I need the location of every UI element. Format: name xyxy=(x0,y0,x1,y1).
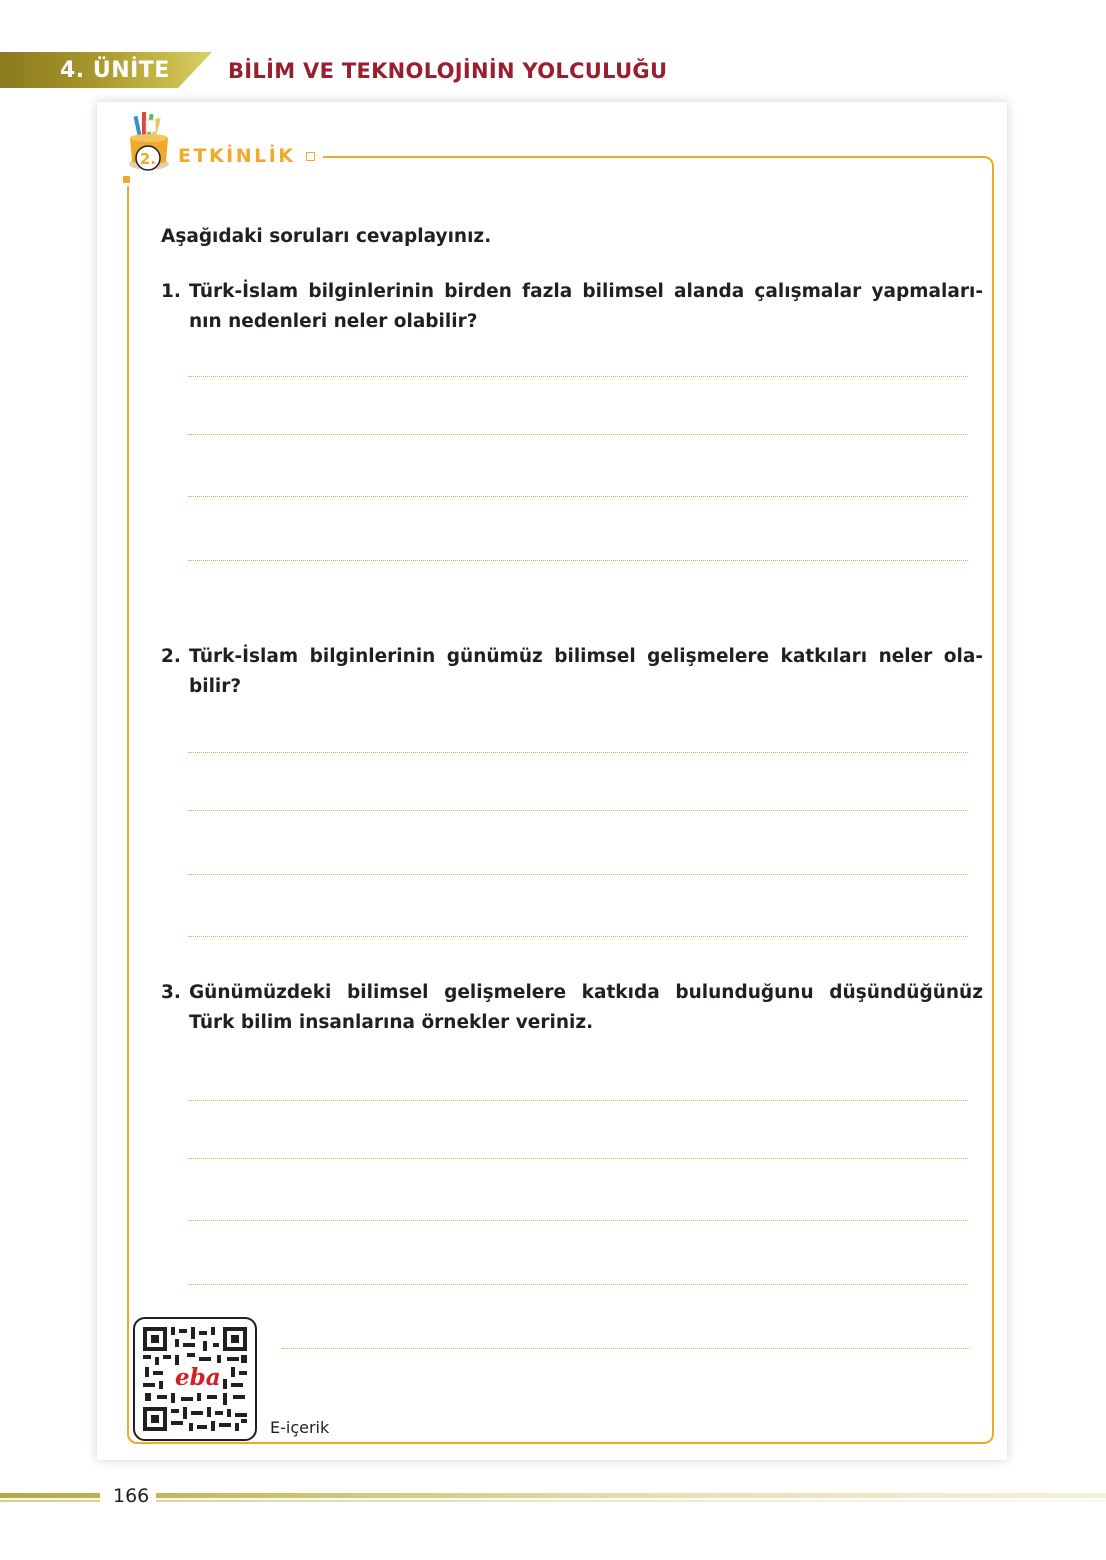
e-icerik-label: E-içerik xyxy=(270,1418,330,1437)
answer-line[interactable] xyxy=(188,752,968,753)
pencil-cup-icon xyxy=(120,110,180,176)
question-1 xyxy=(161,277,983,337)
answer-line[interactable] xyxy=(188,1284,968,1285)
answer-line[interactable] xyxy=(188,936,968,937)
answer-line[interactable] xyxy=(282,1348,970,1349)
answer-line[interactable] xyxy=(188,496,968,497)
question-number: 1. xyxy=(161,281,181,302)
answer-line[interactable] xyxy=(188,810,968,811)
frame-line-end-square xyxy=(306,152,315,161)
unit-title: BİLİM VE TEKNOLOJİNİN YOLCULUĞU xyxy=(228,59,668,83)
question-2 xyxy=(161,642,983,702)
question-text: Türk-İslam bilginlerinin birden fazla bilimsel alanda çalışmalar yapmaları-nın nedenleri neler olabilir? xyxy=(189,281,983,332)
activity-frame xyxy=(127,156,994,1444)
answer-line[interactable] xyxy=(188,434,968,435)
page-number: 166 xyxy=(113,1485,150,1507)
unit-label: 4. ÜNİTE xyxy=(60,58,170,83)
footer-rule xyxy=(0,1493,1106,1498)
answer-line[interactable] xyxy=(188,560,968,561)
eba-logo: eba xyxy=(175,1364,221,1391)
answer-line[interactable] xyxy=(188,1158,968,1159)
question-3 xyxy=(161,978,983,1038)
answer-line[interactable] xyxy=(188,874,968,875)
activity-number: 2. xyxy=(139,150,157,168)
qr-code[interactable] xyxy=(133,1317,257,1441)
answer-line[interactable] xyxy=(188,376,968,377)
question-text: Türk-İslam bilginlerinin günümüz bilimsel gelişmelere katkıları neler ola-bilir? xyxy=(189,646,983,697)
question-number: 3. xyxy=(161,982,181,1003)
question-number: 2. xyxy=(161,646,181,667)
answer-line[interactable] xyxy=(188,1100,968,1101)
instruction-text: Aşağıdaki soruları cevaplayınız. xyxy=(161,226,492,247)
answer-line[interactable] xyxy=(188,1220,968,1221)
footer-rule-secondary xyxy=(0,1500,1106,1502)
question-text: Günümüzdeki bilimsel gelişmelere katkıda bulunduğunu düşündüğünüz Türk bilim insanlarına örnekler veriniz. xyxy=(189,982,983,1033)
activity-title: ETKİNLİK xyxy=(178,145,296,167)
frame-corner-dot xyxy=(123,176,130,183)
